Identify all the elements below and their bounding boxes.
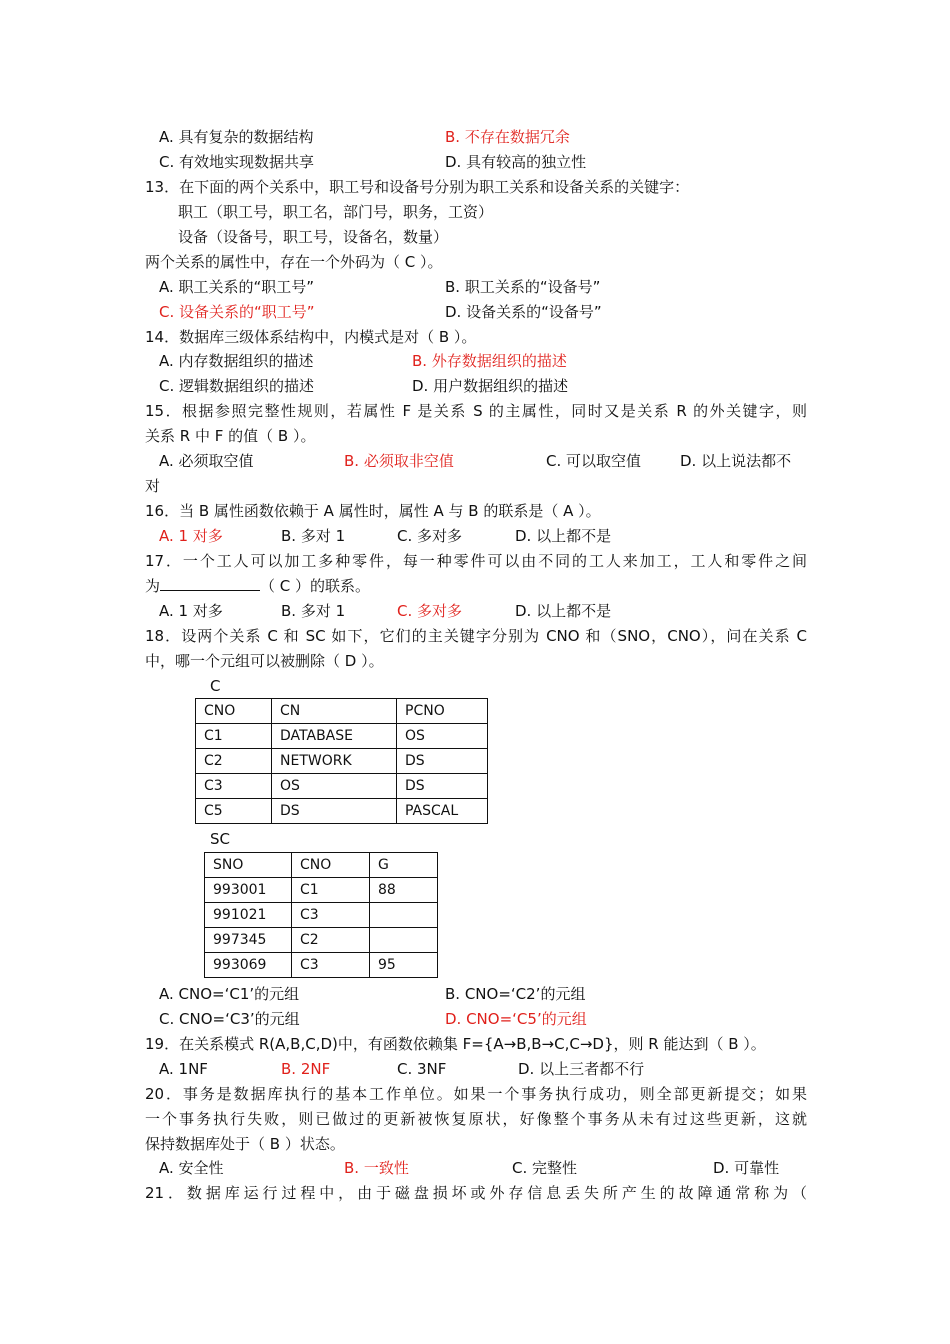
q20-option-b-answer: B. 一致性 (344, 1159, 409, 1177)
table-header-cell: CNO (292, 853, 370, 878)
q15-stem-line2: 关系 R 中 F 的值（ B ）。 (145, 427, 316, 445)
table-row (205, 878, 438, 903)
table-cell: C2 (196, 749, 272, 774)
table-cell: C1 (196, 724, 272, 749)
q14-option-b-answer: B. 外存数据组织的描述 (412, 352, 567, 370)
q16-option-b: B. 多对 1 (281, 527, 346, 545)
q17-option-a: A. 1 对多 (159, 602, 223, 620)
table-cell: C3 (196, 774, 272, 799)
q15-option-d: D. 以上说法都不 (680, 452, 792, 470)
q17-stem-prefix: 为 (145, 577, 161, 595)
table-cell: 95 (370, 953, 438, 978)
table-row (196, 799, 488, 824)
table-cell: 993069 (205, 953, 292, 978)
q18-option-a: A. CNO=‘C1’的元组 (159, 985, 300, 1003)
q13-option-c-answer: C. 设备关系的“职工号” (159, 303, 315, 321)
q18-option-b: B. CNO=‘C2’的元组 (445, 985, 586, 1003)
q13-option-a: A. 职工关系的“职工号” (159, 278, 315, 296)
table-header-cell: CNO (196, 699, 272, 724)
table-row (205, 853, 438, 878)
q19-option-d: D. 以上三者都不行 (518, 1060, 645, 1078)
q20-option-c: C. 完整性 (512, 1159, 578, 1177)
table-cell (370, 928, 438, 953)
table-row (196, 749, 488, 774)
table-cell: C1 (292, 878, 370, 903)
q18-stem-line2: 中，哪一个元组可以被删除（ D ）。 (145, 652, 384, 670)
q19-stem: 19．在关系模式 R(A,B,C,D)中，有函数依赖集 F={A→B,B→C,C→D}，则 R 能达到（ B ）。 (145, 1035, 766, 1053)
table-cell: OS (272, 774, 397, 799)
table-cell: PASCAL (397, 799, 488, 824)
q12-option-b-answer: B. 不存在数据冗余 (445, 128, 570, 146)
q20-stem-line3: 保持数据库处于（ B ）状态。 (145, 1135, 345, 1153)
q15-option-b-answer: B. 必须取非空值 (344, 452, 454, 470)
q12-option-a: A. 具有复杂的数据结构 (159, 128, 314, 146)
table-header-cell: SNO (205, 853, 292, 878)
table-cell (370, 903, 438, 928)
table-c-caption: C (210, 677, 221, 695)
q20-option-d: D. 可靠性 (713, 1159, 780, 1177)
table-cell: 991021 (205, 903, 292, 928)
q20-stem-line1: 20．事务是数据库执行的基本工作单位。如果一个事务执行成功，则全部更新提交；如果 (145, 1085, 807, 1103)
q20-option-a: A. 安全性 (159, 1159, 224, 1177)
q17-option-d: D. 以上都不是 (515, 602, 612, 620)
q14-stem: 14．数据库三级体系结构中，内模式是对（ B ）。 (145, 328, 477, 346)
table-cell: NETWORK (272, 749, 397, 774)
q19-option-c: C. 3NF (397, 1060, 447, 1078)
table-cell: C5 (196, 799, 272, 824)
q15-option-a: A. 必须取空值 (159, 452, 254, 470)
table-header-cell: PCNO (397, 699, 488, 724)
q13-stem: 13．在下面的两个关系中，职工号和设备号分别为职工关系和设备关系的关键字： (145, 178, 690, 196)
q17-fill-blank (160, 575, 260, 591)
q16-stem: 16．当 B 属性函数依赖于 A 属性时，属性 A 与 B 的联系是（ A ）。 (145, 502, 601, 520)
q17-stem-suffix: （ C ）的联系。 (260, 577, 371, 595)
q14-option-c: C. 逻辑数据组织的描述 (159, 377, 315, 395)
table-row (205, 953, 438, 978)
table-cell: DATABASE (272, 724, 397, 749)
table-cell: DS (272, 799, 397, 824)
table-row (205, 928, 438, 953)
q13-relation-employee: 职工（职工号，职工名，部门号，职务，工资） (178, 203, 494, 221)
q13-option-b: B. 职工关系的“设备号” (445, 278, 601, 296)
table-header-cell: CN (272, 699, 397, 724)
table-cell: C2 (292, 928, 370, 953)
table-cell: DS (397, 774, 488, 799)
q19-option-b-answer: B. 2NF (281, 1060, 331, 1078)
table-cell: C3 (292, 903, 370, 928)
table-row (196, 724, 488, 749)
q14-option-a: A. 内存数据组织的描述 (159, 352, 314, 370)
q18-option-d-answer: D. CNO=‘C5’的元组 (445, 1010, 587, 1028)
table-sc-caption: SC (210, 830, 230, 848)
q14-option-d: D. 用户数据组织的描述 (412, 377, 569, 395)
table-cell: 88 (370, 878, 438, 903)
q17-stem-line2 (145, 575, 370, 597)
q18-stem-line1: 18．设两个关系 C 和 SC 如下，它们的主关键字分别为 CNO 和（SNO，CNO），问在关系 C (145, 627, 807, 645)
q16-option-d: D. 以上都不是 (515, 527, 612, 545)
table-cell: 997345 (205, 928, 292, 953)
q12-option-c: C. 有效地实现数据共享 (159, 153, 315, 171)
q18-option-c: C. CNO=‘C3’的元组 (159, 1010, 300, 1028)
table-row (196, 774, 488, 799)
table-cell: 993001 (205, 878, 292, 903)
q21-stem-line1: 21．数据库运行过程中，由于磁盘损坏或外存信息丢失所产生的故障通常称为（ (145, 1184, 807, 1202)
relation-sc-table (204, 852, 438, 978)
q17-option-b: B. 多对 1 (281, 602, 346, 620)
table-header-cell: G (370, 853, 438, 878)
q15-option-d-continued: 对 (145, 477, 161, 495)
table-row (196, 699, 488, 724)
q13-relation-equipment: 设备（设备号，职工号，设备名，数量） (178, 228, 449, 246)
q17-option-c-answer: C. 多对多 (397, 602, 463, 620)
q16-option-c: C. 多对多 (397, 527, 463, 545)
table-row (205, 903, 438, 928)
table-cell: DS (397, 749, 488, 774)
relation-c-table (195, 698, 488, 824)
q13-question: 两个关系的属性中，存在一个外码为（ C ）。 (145, 253, 443, 271)
q20-stem-line2: 一个事务执行失败，则已做过的更新被恢复原状，好像整个事务从未有过这些更新，这就 (145, 1110, 807, 1128)
q16-option-a-answer: A. 1 对多 (159, 527, 223, 545)
q13-option-d: D. 设备关系的“设备号” (445, 303, 602, 321)
q12-option-d: D. 具有较高的独立性 (445, 153, 587, 171)
table-cell: OS (397, 724, 488, 749)
q17-stem-line1: 17．一个工人可以加工多种零件，每一种零件可以由不同的工人来加工，工人和零件之间 (145, 552, 807, 570)
table-cell: C3 (292, 953, 370, 978)
q15-stem-line1: 15．根据参照完整性规则，若属性 F 是关系 S 的主属性，同时又是关系 R 的外关键字，则 (145, 402, 807, 420)
q15-option-c: C. 可以取空值 (546, 452, 642, 470)
q19-option-a: A. 1NF (159, 1060, 208, 1078)
